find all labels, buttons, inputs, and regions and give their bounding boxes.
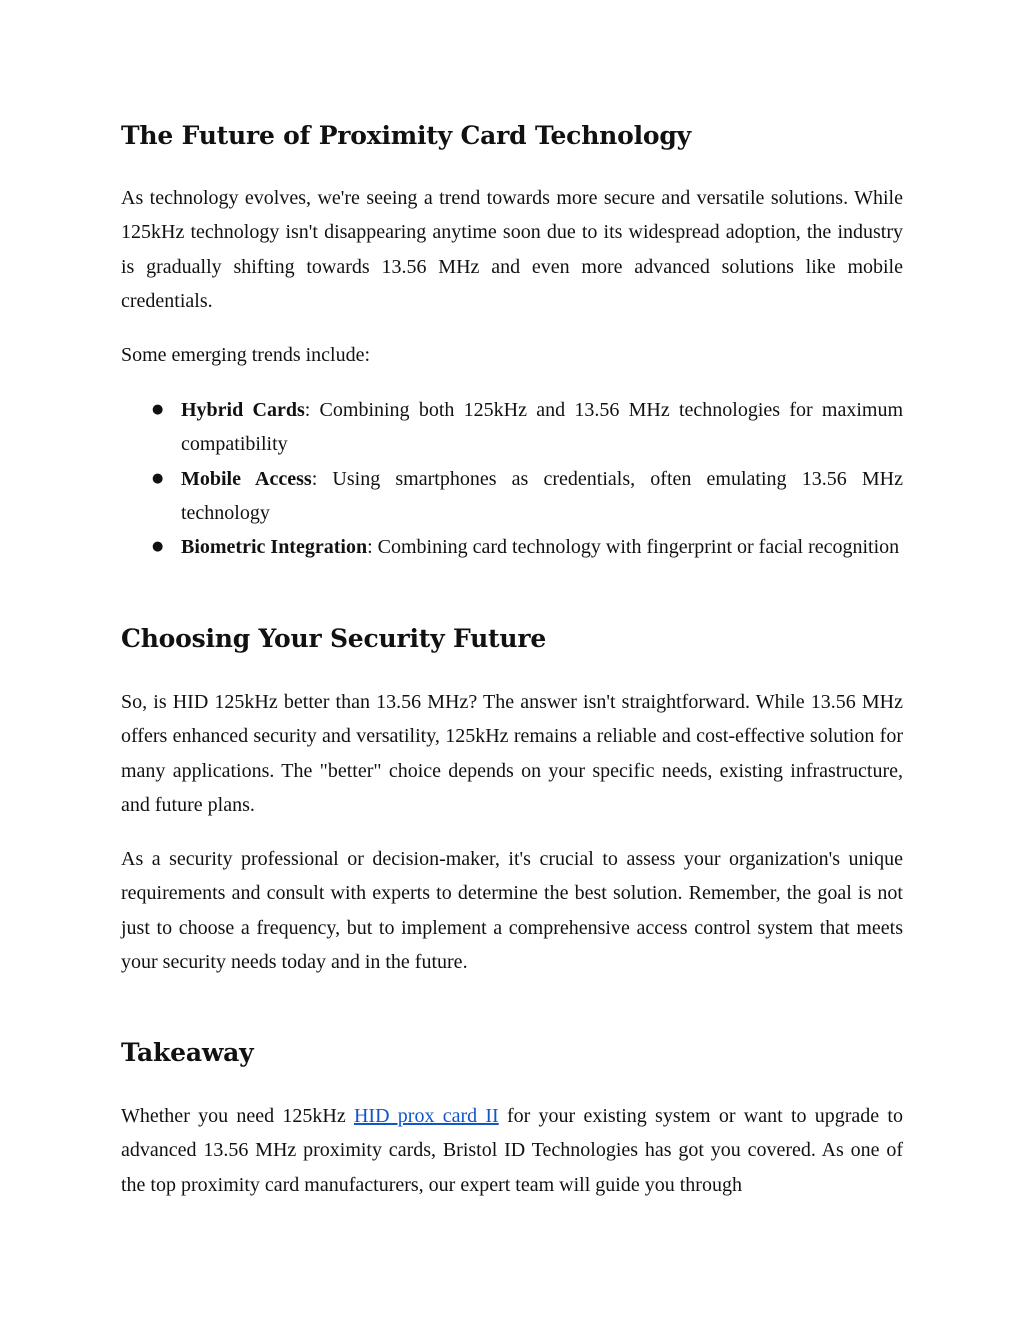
heading-future-proximity: The Future of Proximity Card Technology — [121, 121, 692, 150]
term-hybrid-cards: Hybrid Cards — [181, 399, 305, 421]
paragraph-technology-evolves: As technology evolves, we're seeing a trend towards more secure and versatile solutions. While 125kHz technology isn't disappearing anytime soon due to its widespread adoption, the industry is gradually shifting towards 13.56 MHz and even more advanced solutions like mobile credentials. — [121, 187, 903, 312]
takeaway-text-before-link: Whether you need 125kHz — [121, 1105, 354, 1127]
paragraph-emerging-trends: Some emerging trends include: — [121, 344, 371, 366]
takeaway-text-after-link: for your existing system or want to upgrade to advanced 13.56 MHz proximity cards, Bristol ID Technologies has got you covered. As one of the top proximity card manufacturers, our expert team will guide you through — [121, 1105, 903, 1196]
heading-choosing-security: Choosing Your Security Future — [121, 624, 547, 653]
list-item-mobile-access — [121, 462, 903, 531]
heading-takeaway: Takeaway — [121, 1038, 254, 1067]
list-item-hybrid-cards — [121, 393, 903, 462]
paragraph-security-professional: As a security professional or decision-maker, it's crucial to assess your organization's unique requirements and consult with experts to determine the best solution. Remember, the goal is not just to choose a frequency, but to implement a comprehensive access control system that meets your security needs today and in the future. — [121, 848, 903, 973]
term-mobile-access: Mobile Access — [181, 467, 312, 490]
description-hybrid-cards: : Combining both 125kHz and 13.56 MHz technologies for maximum compatibility — [181, 399, 904, 456]
description-mobile-access: : Using smartphones as credentials, often emulating 13.56 MHz technology — [181, 467, 903, 524]
description-biometric-integration: : Combining card technology with fingerprint or facial recognition — [367, 536, 900, 559]
trends-list — [121, 393, 903, 564]
paragraph-takeaway — [121, 1099, 903, 1202]
list-item-biometric-integration — [121, 530, 903, 564]
bullet-icon: ● — [152, 470, 164, 486]
bullet-icon: ● — [152, 539, 164, 555]
paragraph-hid-comparison: So, is HID 125kHz better than 13.56 MHz? The answer isn't straightforward. While 13.56 MHz offers enhanced security and versatility, 125kHz remains a reliable and cost-effective solution for many applications. The "better" choice depends on your specific needs, existing infrastructure, and future plans. — [121, 691, 903, 816]
hid-prox-card-link[interactable]: HID prox card II — [353, 1105, 499, 1127]
term-biometric-integration: Biometric Integration — [181, 536, 368, 559]
bullet-icon: ● — [152, 402, 164, 417]
